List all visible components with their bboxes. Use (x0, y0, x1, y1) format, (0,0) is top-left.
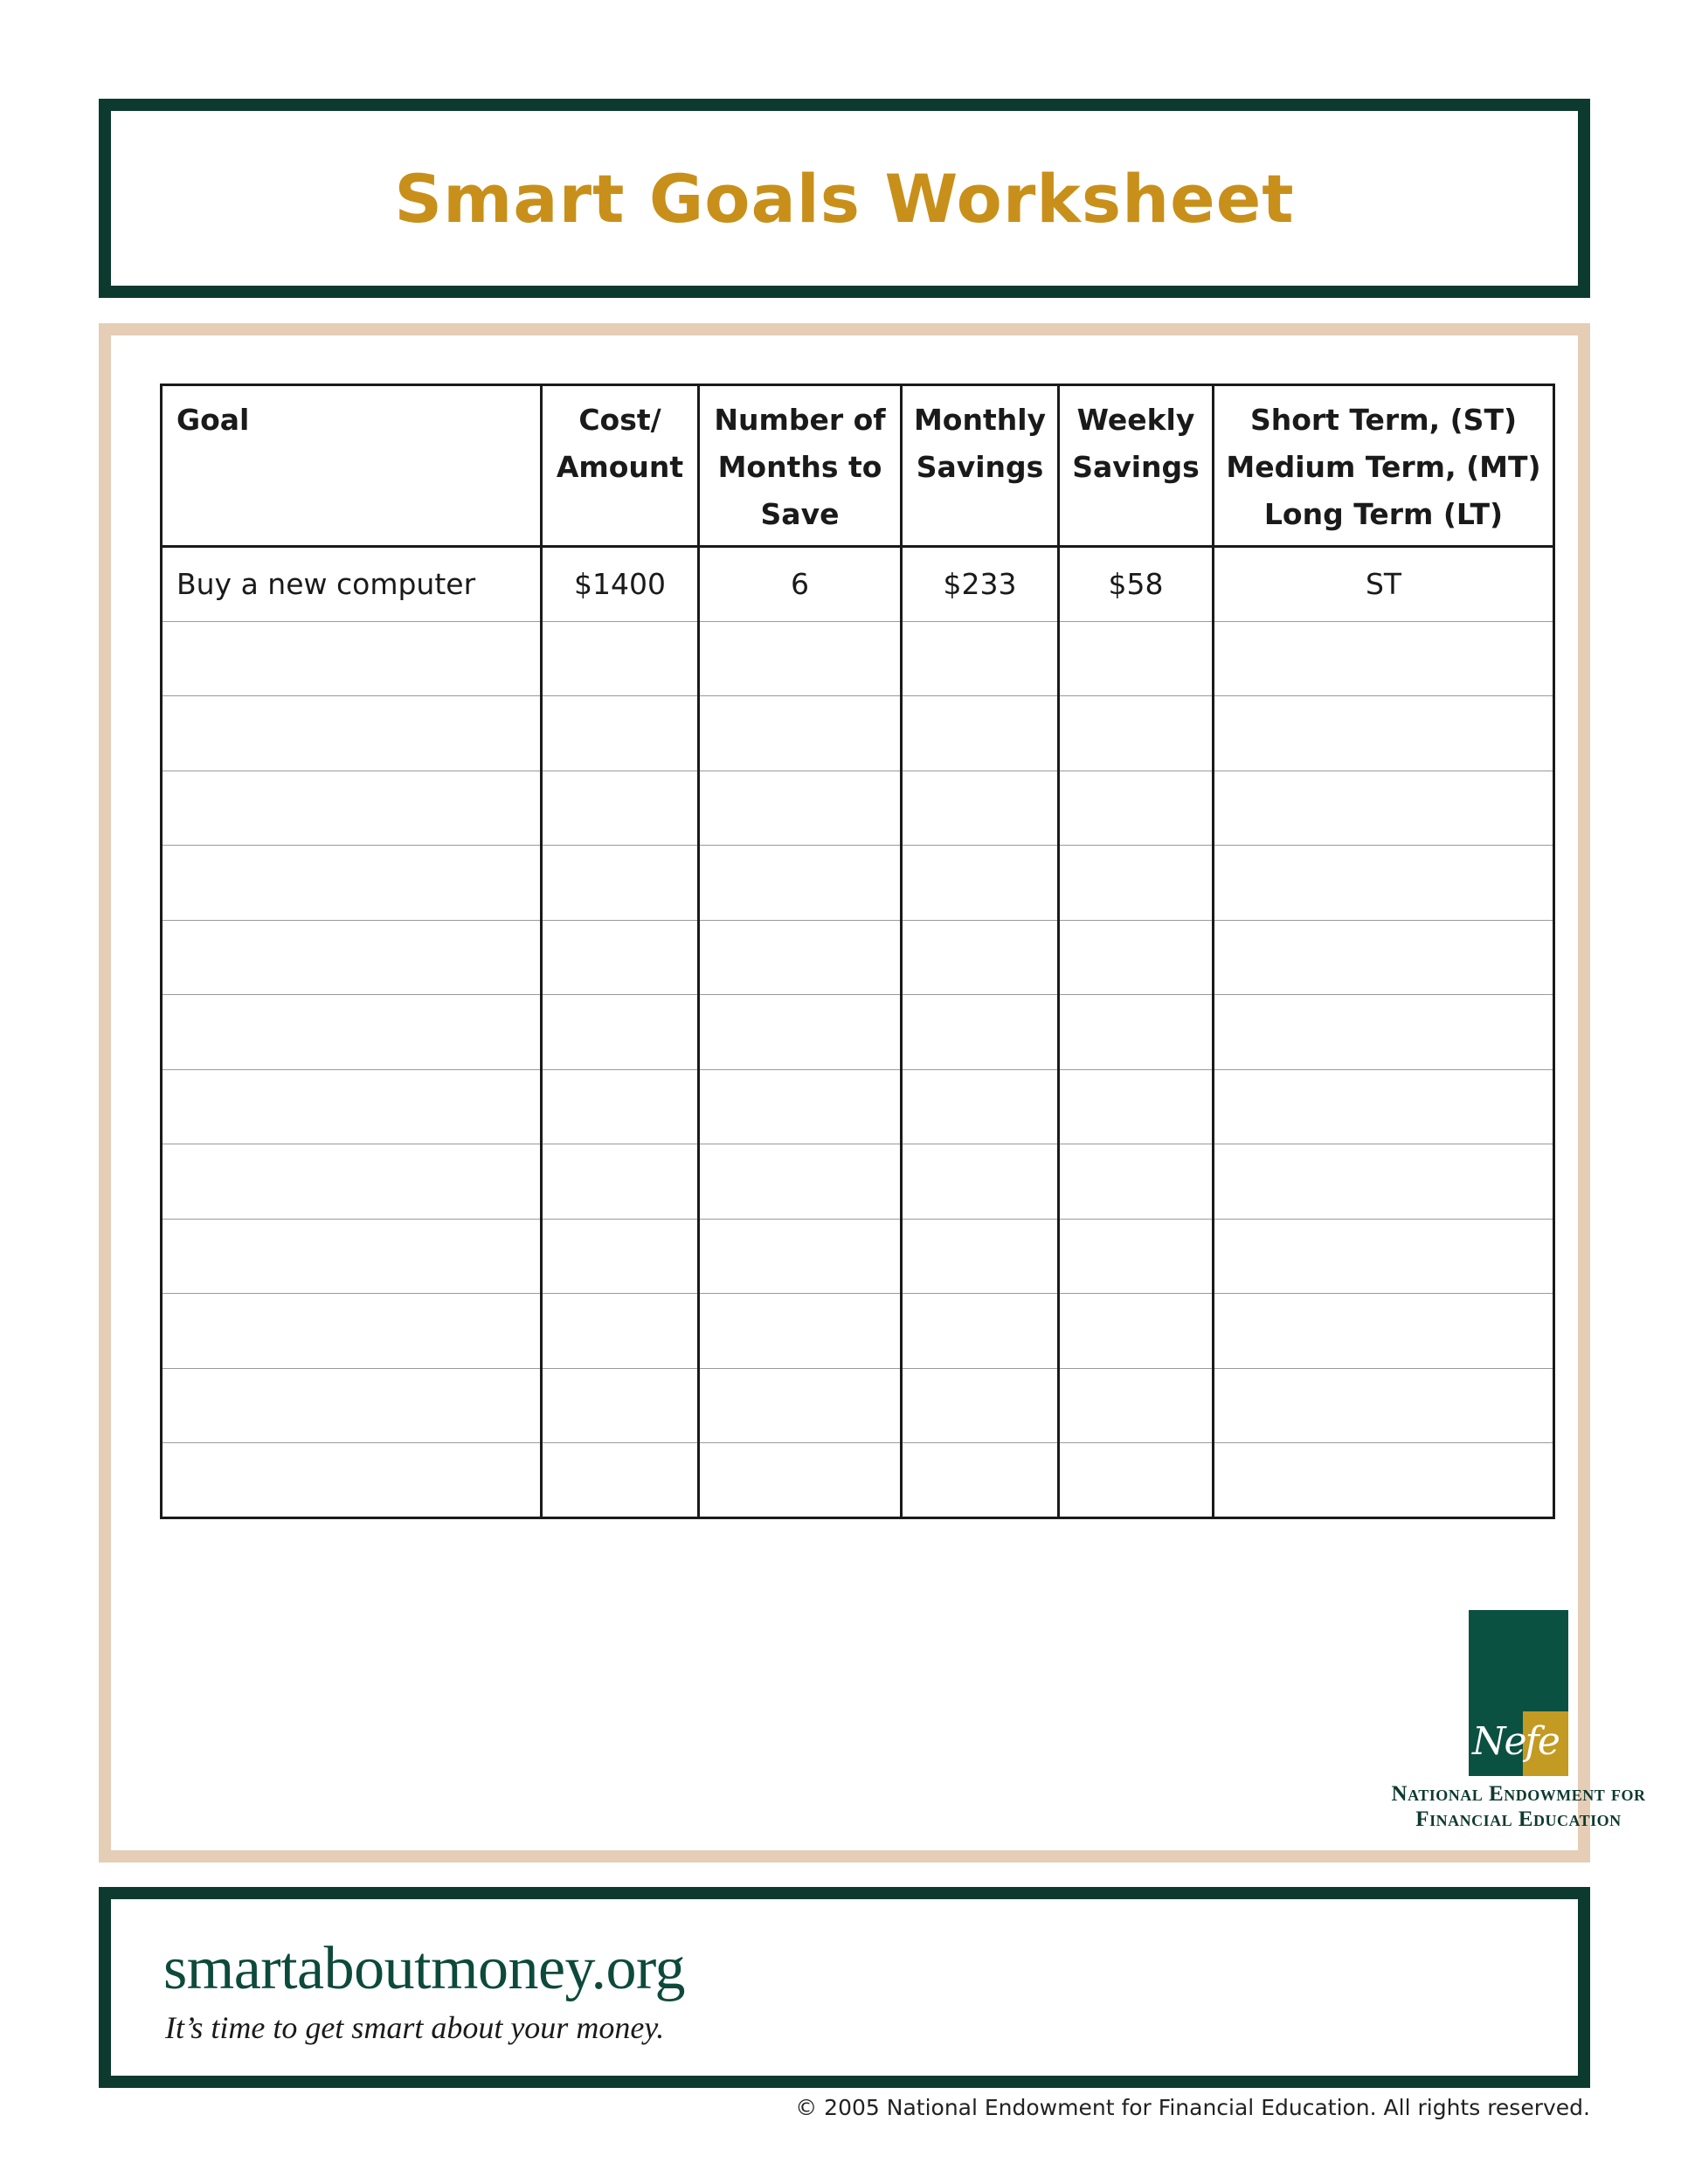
header-months: Number of Months to Save (699, 385, 902, 547)
cell-goal[interactable] (162, 1294, 542, 1369)
header-goal: Goal (162, 385, 542, 547)
cell-weekly-savings[interactable] (1059, 920, 1214, 995)
cell-cost[interactable] (542, 621, 699, 696)
cell-weekly-savings[interactable] (1059, 1144, 1214, 1220)
cell-cost[interactable] (542, 1294, 699, 1369)
goals-table (160, 384, 1555, 1519)
cell-monthly-savings[interactable] (902, 621, 1059, 696)
cell-term[interactable] (1214, 1144, 1554, 1220)
cell-months[interactable] (699, 1443, 902, 1518)
cell-monthly-savings[interactable] (902, 1144, 1059, 1220)
cell-cost[interactable] (542, 1144, 699, 1220)
page-title: Smart Goals Worksheet (394, 159, 1295, 238)
table-row (162, 696, 1554, 771)
cell-weekly-savings[interactable] (1059, 1443, 1214, 1518)
cell-cost[interactable] (542, 1219, 699, 1294)
cell-goal[interactable] (162, 1219, 542, 1294)
cell-monthly-savings[interactable] (902, 920, 1059, 995)
cell-monthly-savings[interactable] (902, 1219, 1059, 1294)
cell-term[interactable] (1214, 1368, 1554, 1443)
cell-goal[interactable] (162, 995, 542, 1070)
cell-monthly-savings[interactable]: $233 (902, 547, 1059, 622)
nefe-logo-wordmark: Nefe (1472, 1719, 1559, 1764)
table-row (162, 1144, 1554, 1220)
cell-weekly-savings[interactable] (1059, 621, 1214, 696)
cell-months[interactable] (699, 1294, 902, 1369)
cell-term[interactable] (1214, 920, 1554, 995)
cell-months[interactable] (699, 846, 902, 921)
cell-weekly-savings[interactable] (1059, 1219, 1214, 1294)
table-row (162, 995, 1554, 1070)
cell-cost[interactable] (542, 995, 699, 1070)
copyright-notice: © 2005 National Endowment for Financial Education. All rights reserved. (795, 2095, 1590, 2120)
cell-term[interactable] (1214, 1294, 1554, 1369)
cell-monthly-savings[interactable] (902, 771, 1059, 846)
cell-goal[interactable] (162, 1144, 542, 1220)
cell-weekly-savings[interactable] (1059, 1368, 1214, 1443)
cell-cost[interactable] (542, 696, 699, 771)
cell-term[interactable] (1214, 846, 1554, 921)
site-url: smartaboutmoney.org (163, 1935, 686, 2002)
cell-months[interactable] (699, 1144, 902, 1220)
cell-goal[interactable] (162, 621, 542, 696)
table-row (162, 920, 1554, 995)
cell-term[interactable] (1214, 1443, 1554, 1518)
tagline: It’s time to get smart about your money. (165, 2010, 665, 2045)
table-row (162, 846, 1554, 921)
cell-weekly-savings[interactable]: $58 (1059, 547, 1214, 622)
cell-cost[interactable] (542, 1443, 699, 1518)
nefe-logo-mark (1469, 1610, 1568, 1776)
cell-goal[interactable] (162, 1368, 542, 1443)
cell-months[interactable] (699, 1219, 902, 1294)
cell-term[interactable] (1214, 1219, 1554, 1294)
cell-goal[interactable] (162, 1069, 542, 1144)
cell-months[interactable] (699, 1069, 902, 1144)
nefe-logo-text: National Endowment for Financial Education (1391, 1782, 1646, 1831)
cell-cost[interactable] (542, 1069, 699, 1144)
cell-term[interactable] (1214, 696, 1554, 771)
cell-weekly-savings[interactable] (1059, 846, 1214, 921)
cell-cost[interactable] (542, 920, 699, 995)
table-row (162, 1294, 1554, 1369)
table-row (162, 771, 1554, 846)
cell-term[interactable] (1214, 621, 1554, 696)
table-header-row (162, 385, 1554, 547)
cell-weekly-savings[interactable] (1059, 995, 1214, 1070)
worksheet-panel (99, 323, 1646, 1863)
cell-monthly-savings[interactable] (902, 1294, 1059, 1369)
table-row (162, 1368, 1554, 1443)
table-row (162, 1219, 1554, 1294)
cell-goal[interactable] (162, 771, 542, 846)
cell-months[interactable] (699, 696, 902, 771)
cell-months[interactable] (699, 771, 902, 846)
header-monthly-savings: Monthly Savings (902, 385, 1059, 547)
cell-monthly-savings[interactable] (902, 696, 1059, 771)
cell-months[interactable] (699, 920, 902, 995)
cell-goal[interactable] (162, 920, 542, 995)
cell-term[interactable]: ST (1214, 547, 1554, 622)
cell-months[interactable]: 6 (699, 547, 902, 622)
cell-cost[interactable] (542, 771, 699, 846)
cell-cost[interactable] (542, 1368, 699, 1443)
table-row (162, 1443, 1554, 1518)
title-banner (99, 99, 1590, 298)
table-row (162, 547, 1554, 622)
cell-monthly-savings[interactable] (902, 846, 1059, 921)
table-row (162, 1069, 1554, 1144)
table-body (162, 547, 1554, 1518)
header-weekly-savings: Weekly Savings (1059, 385, 1214, 547)
cell-weekly-savings[interactable] (1059, 1069, 1214, 1144)
cell-monthly-savings[interactable] (902, 1443, 1059, 1518)
cell-months[interactable] (699, 995, 902, 1070)
cell-goal[interactable] (162, 1443, 542, 1518)
cell-weekly-savings[interactable] (1059, 696, 1214, 771)
cell-cost[interactable]: $1400 (542, 547, 699, 622)
cell-monthly-savings[interactable] (902, 1069, 1059, 1144)
nefe-logo (1370, 1610, 1667, 1832)
cell-term[interactable] (1214, 771, 1554, 846)
cell-monthly-savings[interactable] (902, 995, 1059, 1070)
cell-term[interactable] (1214, 1069, 1554, 1144)
header-term: Short Term, (ST) Medium Term, (MT) Long Term (LT) (1214, 385, 1554, 547)
cell-term[interactable] (1214, 995, 1554, 1070)
cell-months[interactable] (699, 621, 902, 696)
table-row (162, 621, 1554, 696)
cell-goal[interactable] (162, 696, 542, 771)
footer-banner (99, 1887, 1590, 2088)
cell-weekly-savings[interactable] (1059, 1294, 1214, 1369)
cell-cost[interactable] (542, 846, 699, 921)
cell-goal[interactable]: Buy a new computer (162, 547, 542, 622)
cell-goal[interactable] (162, 846, 542, 921)
cell-monthly-savings[interactable] (902, 1368, 1059, 1443)
cell-weekly-savings[interactable] (1059, 771, 1214, 846)
cell-months[interactable] (699, 1368, 902, 1443)
header-cost: Cost/ Amount (542, 385, 699, 547)
